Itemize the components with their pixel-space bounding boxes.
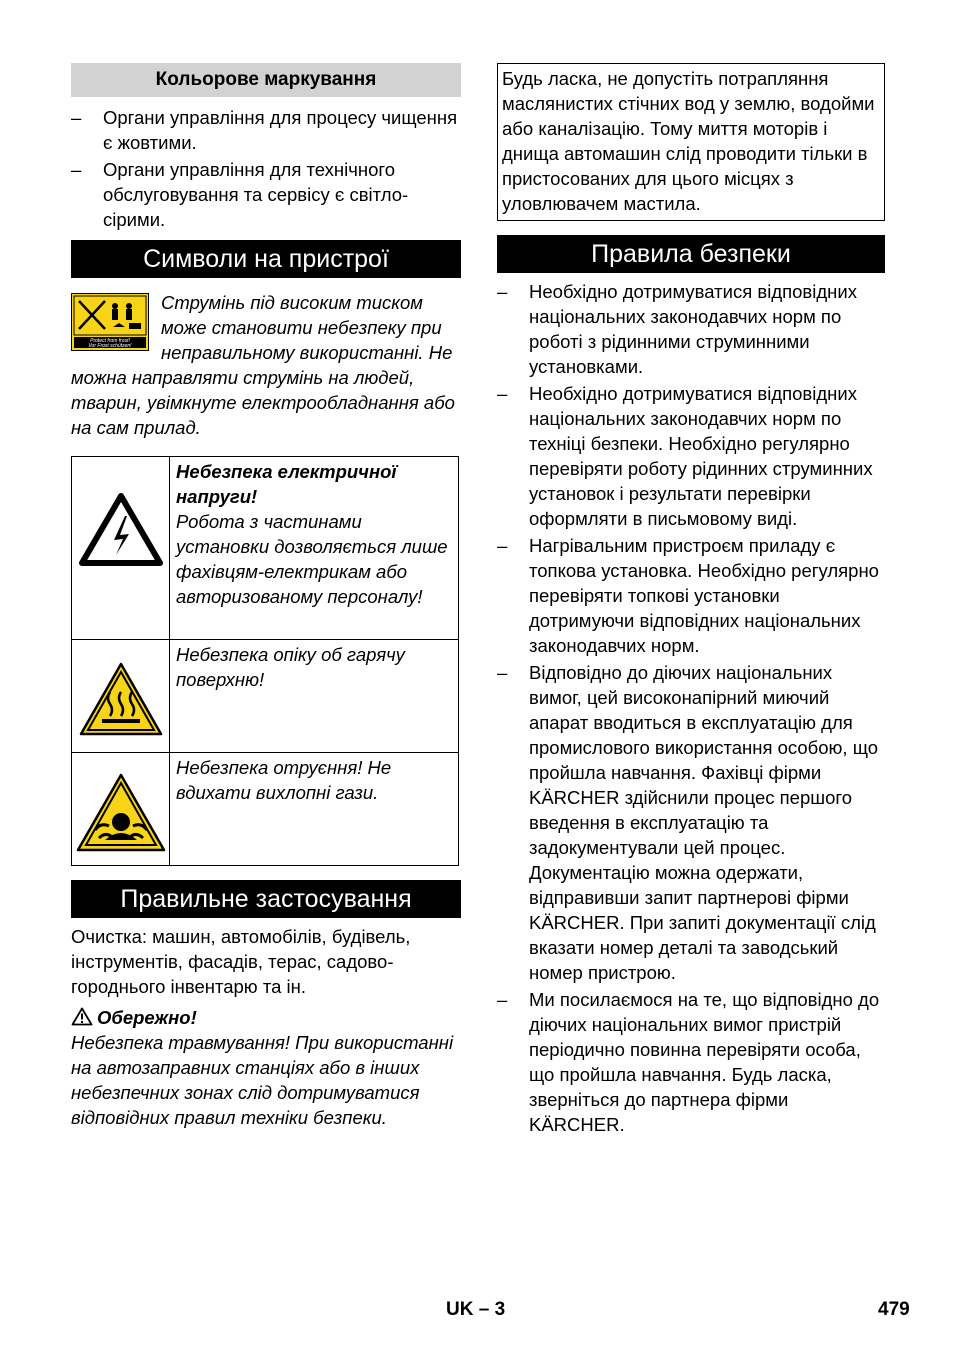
dash-bullet: – <box>497 989 508 1010</box>
table-row <box>72 640 459 753</box>
list-item: – Органи управління для процесу чищення є жовтими. <box>71 107 458 153</box>
toxic-fumes-text: Небезпека отруєння! Не вдихати вихлопні гази. <box>170 753 459 866</box>
right-column <box>497 63 885 1139</box>
list-item: – Ми посилаємося на те, що відповідно до діючих національних вимог пристрій періодично повинна перевіряти особа, що пройшла навчання. Будь ласка, зверніться до партнера фірми KÄRCHER. <box>497 989 880 1135</box>
dash-bullet: – <box>71 159 82 180</box>
hot-surface-icon <box>78 661 164 739</box>
oil-notice-box: Будь ласка, не допустіть потрапляння маслянистих стічних вод у землю, водойми або каналізацію. Тому миття моторів і днища автомашин слід проводити тільки в пристосованих для цього місцях з уловлювачем мастила. <box>497 63 885 221</box>
caution-triangle-icon <box>71 1007 93 1026</box>
sign-label-en: Protect from frost! <box>90 338 130 344</box>
page-number: 479 <box>878 1299 910 1320</box>
proper-use-heading: Правильне застосування <box>71 880 461 918</box>
symbols-intro-text: Струмінь під високим тиском може становити небезпеку при неправильному використанні. Не можна направляти струмінь на людей, тварин, увімкнуте електрообладнання або на сам прилад. <box>71 292 455 438</box>
electric-hazard-title: Небезпека електричної напруги! <box>176 461 397 507</box>
proper-use-text: Очистка: машин, автомобілів, будівель, інструментів, фасадів, терас, садово-городнього інвентарю та ін. <box>71 926 411 997</box>
symbols-heading: Символи на пристрої <box>71 240 461 278</box>
list-item: – Нагрівальним пристроєм приладу є топкова установка. Необхідно регулярно перевіряти топкові установки дотримуючи відповідних національних законодавчих норм. <box>497 535 879 656</box>
spray-warning-sign-icon <box>71 293 149 351</box>
toxic-fumes-icon <box>75 772 167 854</box>
caution-label: Обережно! <box>97 1007 197 1028</box>
safety-heading: Правила безпеки <box>497 235 885 273</box>
dash-bullet: – <box>497 281 508 302</box>
list-item: – Відповідно до діючих національних вимог, цей високонапірний миючий апарат вводиться в експлуатацію для промислового використання особою, що пройшла навчання. Фахівці фірми KÄRCHER здійснили процес першого введення в експлуатацію та задокументували цей процес. Документацію можна одержати, відправивши запит партнерові фірми KÄRCHER. При запиті документації слід вказати номер деталі та заводський номер пристрою. <box>497 662 879 983</box>
list-item: – Органи управління для технічного обслуговування та сервісу є світло-сірими. <box>71 159 409 230</box>
dash-bullet: – <box>497 535 508 556</box>
sign-label-de: Vor Frost schützen! <box>88 343 132 349</box>
dash-bullet: – <box>71 107 82 128</box>
electric-hazard-icon <box>78 492 164 568</box>
safety-list <box>497 279 885 1137</box>
caution-label-row <box>71 1005 461 1030</box>
caution-text: Небезпека травмування! При використанні на автозаправних станціях або в інших небезпечних зонах слід дотримуватися відповідних правил техніки безпеки. <box>71 1032 454 1128</box>
table-row <box>72 457 459 640</box>
list-item: – Необхідно дотримуватися відповідних національних законодавчих норм по техніці безпеки. Необхідно регулярно перевіряти роботу рідинних струминних установок і результати перевірки оформляти в письмовому виді. <box>497 383 873 529</box>
dash-bullet: – <box>497 662 508 683</box>
list-item: – Необхідно дотримуватися відповідних національних законодавчих норм по роботі з рідинними струминними установками. <box>497 281 857 377</box>
hazard-table <box>71 456 459 866</box>
table-row <box>72 753 459 866</box>
electric-hazard-text: Робота з частинами установки дозволяється лише фахівцям-електрикам або авторизованому персоналу! <box>176 511 448 607</box>
hot-surface-text: Небезпека опіку об гарячу поверхню! <box>170 640 459 753</box>
color-coding-list <box>71 105 461 232</box>
footer-section-label: UK – 3 <box>446 1299 506 1320</box>
dash-bullet: – <box>497 383 508 404</box>
left-column <box>71 63 461 1130</box>
symbols-intro <box>71 290 461 440</box>
color-coding-heading: Кольорове маркування <box>71 63 461 97</box>
